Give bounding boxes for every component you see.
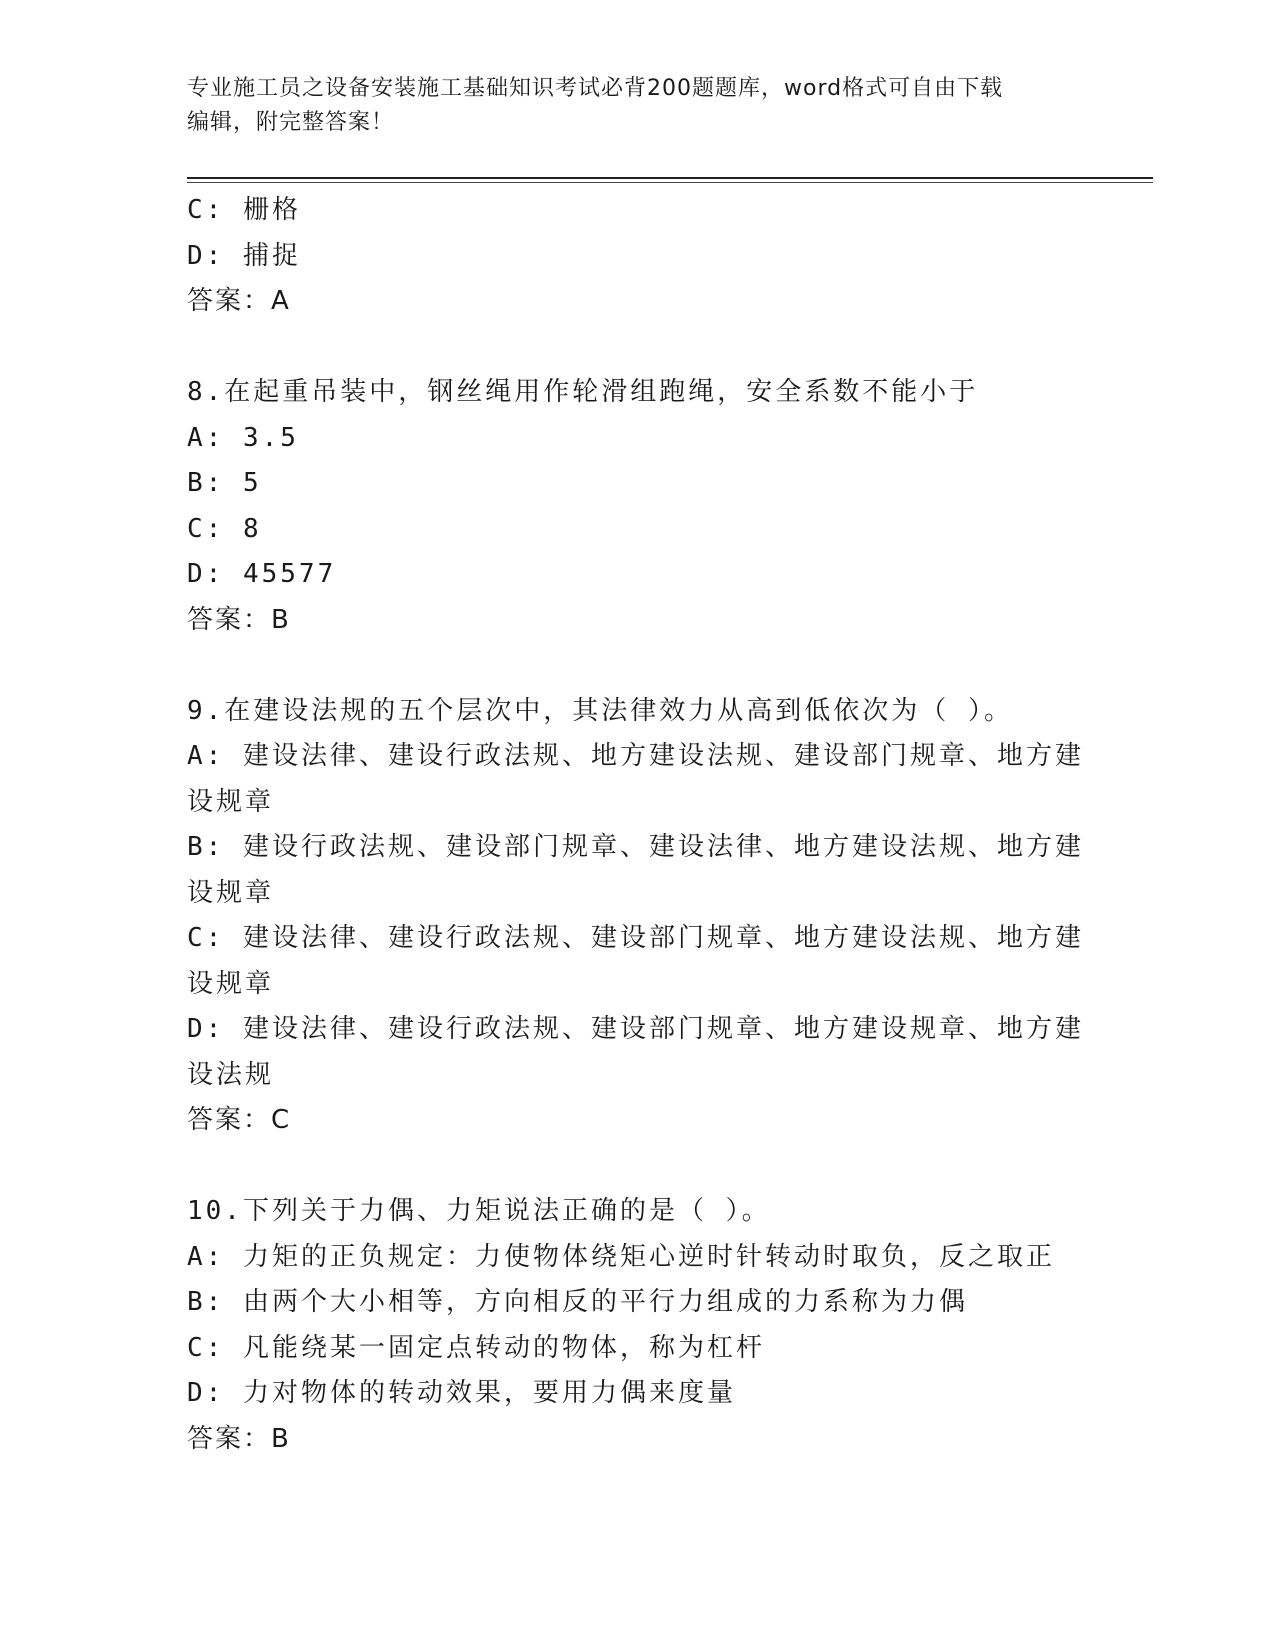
- question-10: [187, 1189, 1087, 1462]
- option-d: [187, 552, 1087, 598]
- question-stem: 9.在建设法规的五个层次中，其法律效力从高到低依次为（ ）。: [187, 695, 1013, 726]
- option-b: [187, 825, 1087, 916]
- option-letter: D:: [187, 559, 225, 589]
- question-stem: 10.下列关于力偶、力矩说法正确的是（ ）。: [187, 1196, 771, 1226]
- answer-line: 答案：C: [187, 1105, 292, 1135]
- option-text: 捕捉: [242, 240, 301, 271]
- option-text-continued: 设法规: [187, 1059, 275, 1090]
- option-letter: D:: [187, 1014, 225, 1044]
- option-letter: B:: [187, 832, 225, 862]
- option-text: 45577: [242, 559, 337, 589]
- option-d: [187, 1007, 1087, 1098]
- option-d: [187, 1371, 1087, 1417]
- option-text-continued: 设规章: [187, 786, 275, 817]
- option-text: 栅格: [242, 195, 301, 225]
- option-a: [187, 1235, 1087, 1281]
- option-a: [187, 416, 1087, 462]
- header-divider-thin: [187, 182, 1153, 183]
- question-stem: 8.在起重吊装中，钢丝绳用作轮滑组跑绳，安全系数不能小于: [187, 377, 979, 407]
- option-b: [187, 1280, 1087, 1326]
- option-text: 建设法律、建设行政法规、建设部门规章、地方建设法规、地方建: [242, 923, 1084, 953]
- option-letter: C:: [187, 923, 225, 953]
- question-7-continuation: [187, 188, 1087, 325]
- document-header: [187, 72, 1067, 140]
- option-letter: C:: [187, 1332, 225, 1363]
- question-list: [187, 188, 1087, 1462]
- option-b: [187, 461, 1087, 507]
- option-letter: B:: [187, 1287, 225, 1317]
- option-c: [187, 188, 1087, 234]
- option-text: 力矩的正负规定：力使物体绕矩心逆时针转动时取负，反之取正: [242, 1241, 1055, 1272]
- option-letter: A:: [187, 741, 225, 771]
- option-d: [187, 234, 1087, 280]
- header-divider-thick: [187, 177, 1153, 179]
- option-text: 凡能绕某一固定点转动的物体，称为杠杆: [242, 1332, 765, 1363]
- option-text: 建设法律、建设行政法规、建设部门规章、地方建设规章、地方建: [242, 1014, 1084, 1044]
- header-line-1: 专业施工员之设备安装施工基础知识考试必背200题题库，word格式可自由下载: [187, 76, 1004, 101]
- answer-line: 答案：A: [187, 286, 291, 316]
- option-letter: A:: [187, 1241, 225, 1272]
- option-letter: B:: [187, 468, 225, 498]
- option-text-continued: 设规章: [187, 968, 275, 999]
- option-text-continued: 设规章: [187, 877, 275, 908]
- question-9: [187, 689, 1087, 1144]
- question-8: [187, 370, 1087, 643]
- option-letter: C:: [187, 513, 225, 544]
- option-letter: C:: [187, 195, 225, 225]
- option-a: [187, 734, 1087, 825]
- option-text: 力对物体的转动效果，要用力偶来度量: [242, 1378, 736, 1408]
- option-c: [187, 916, 1087, 1007]
- option-text: 8: [242, 513, 262, 544]
- option-letter: A:: [187, 422, 225, 453]
- answer-line: 答案：B: [187, 1423, 291, 1454]
- option-text: 3.5: [242, 422, 299, 453]
- header-line-2: 编辑，附完整答案！: [187, 110, 395, 135]
- option-text: 建设法律、建设行政法规、地方建设法规、建设部门规章、地方建: [242, 741, 1084, 771]
- option-letter: D:: [187, 240, 225, 271]
- option-text: 建设行政法规、建设部门规章、建设法律、地方建设法规、地方建: [242, 832, 1084, 862]
- option-c: [187, 507, 1087, 553]
- answer-line: 答案：B: [187, 604, 291, 635]
- option-c: [187, 1326, 1087, 1372]
- option-text: 由两个大小相等，方向相反的平行力组成的力系称为力偶: [242, 1287, 968, 1317]
- option-letter: D:: [187, 1378, 225, 1408]
- option-text: 5: [242, 468, 262, 498]
